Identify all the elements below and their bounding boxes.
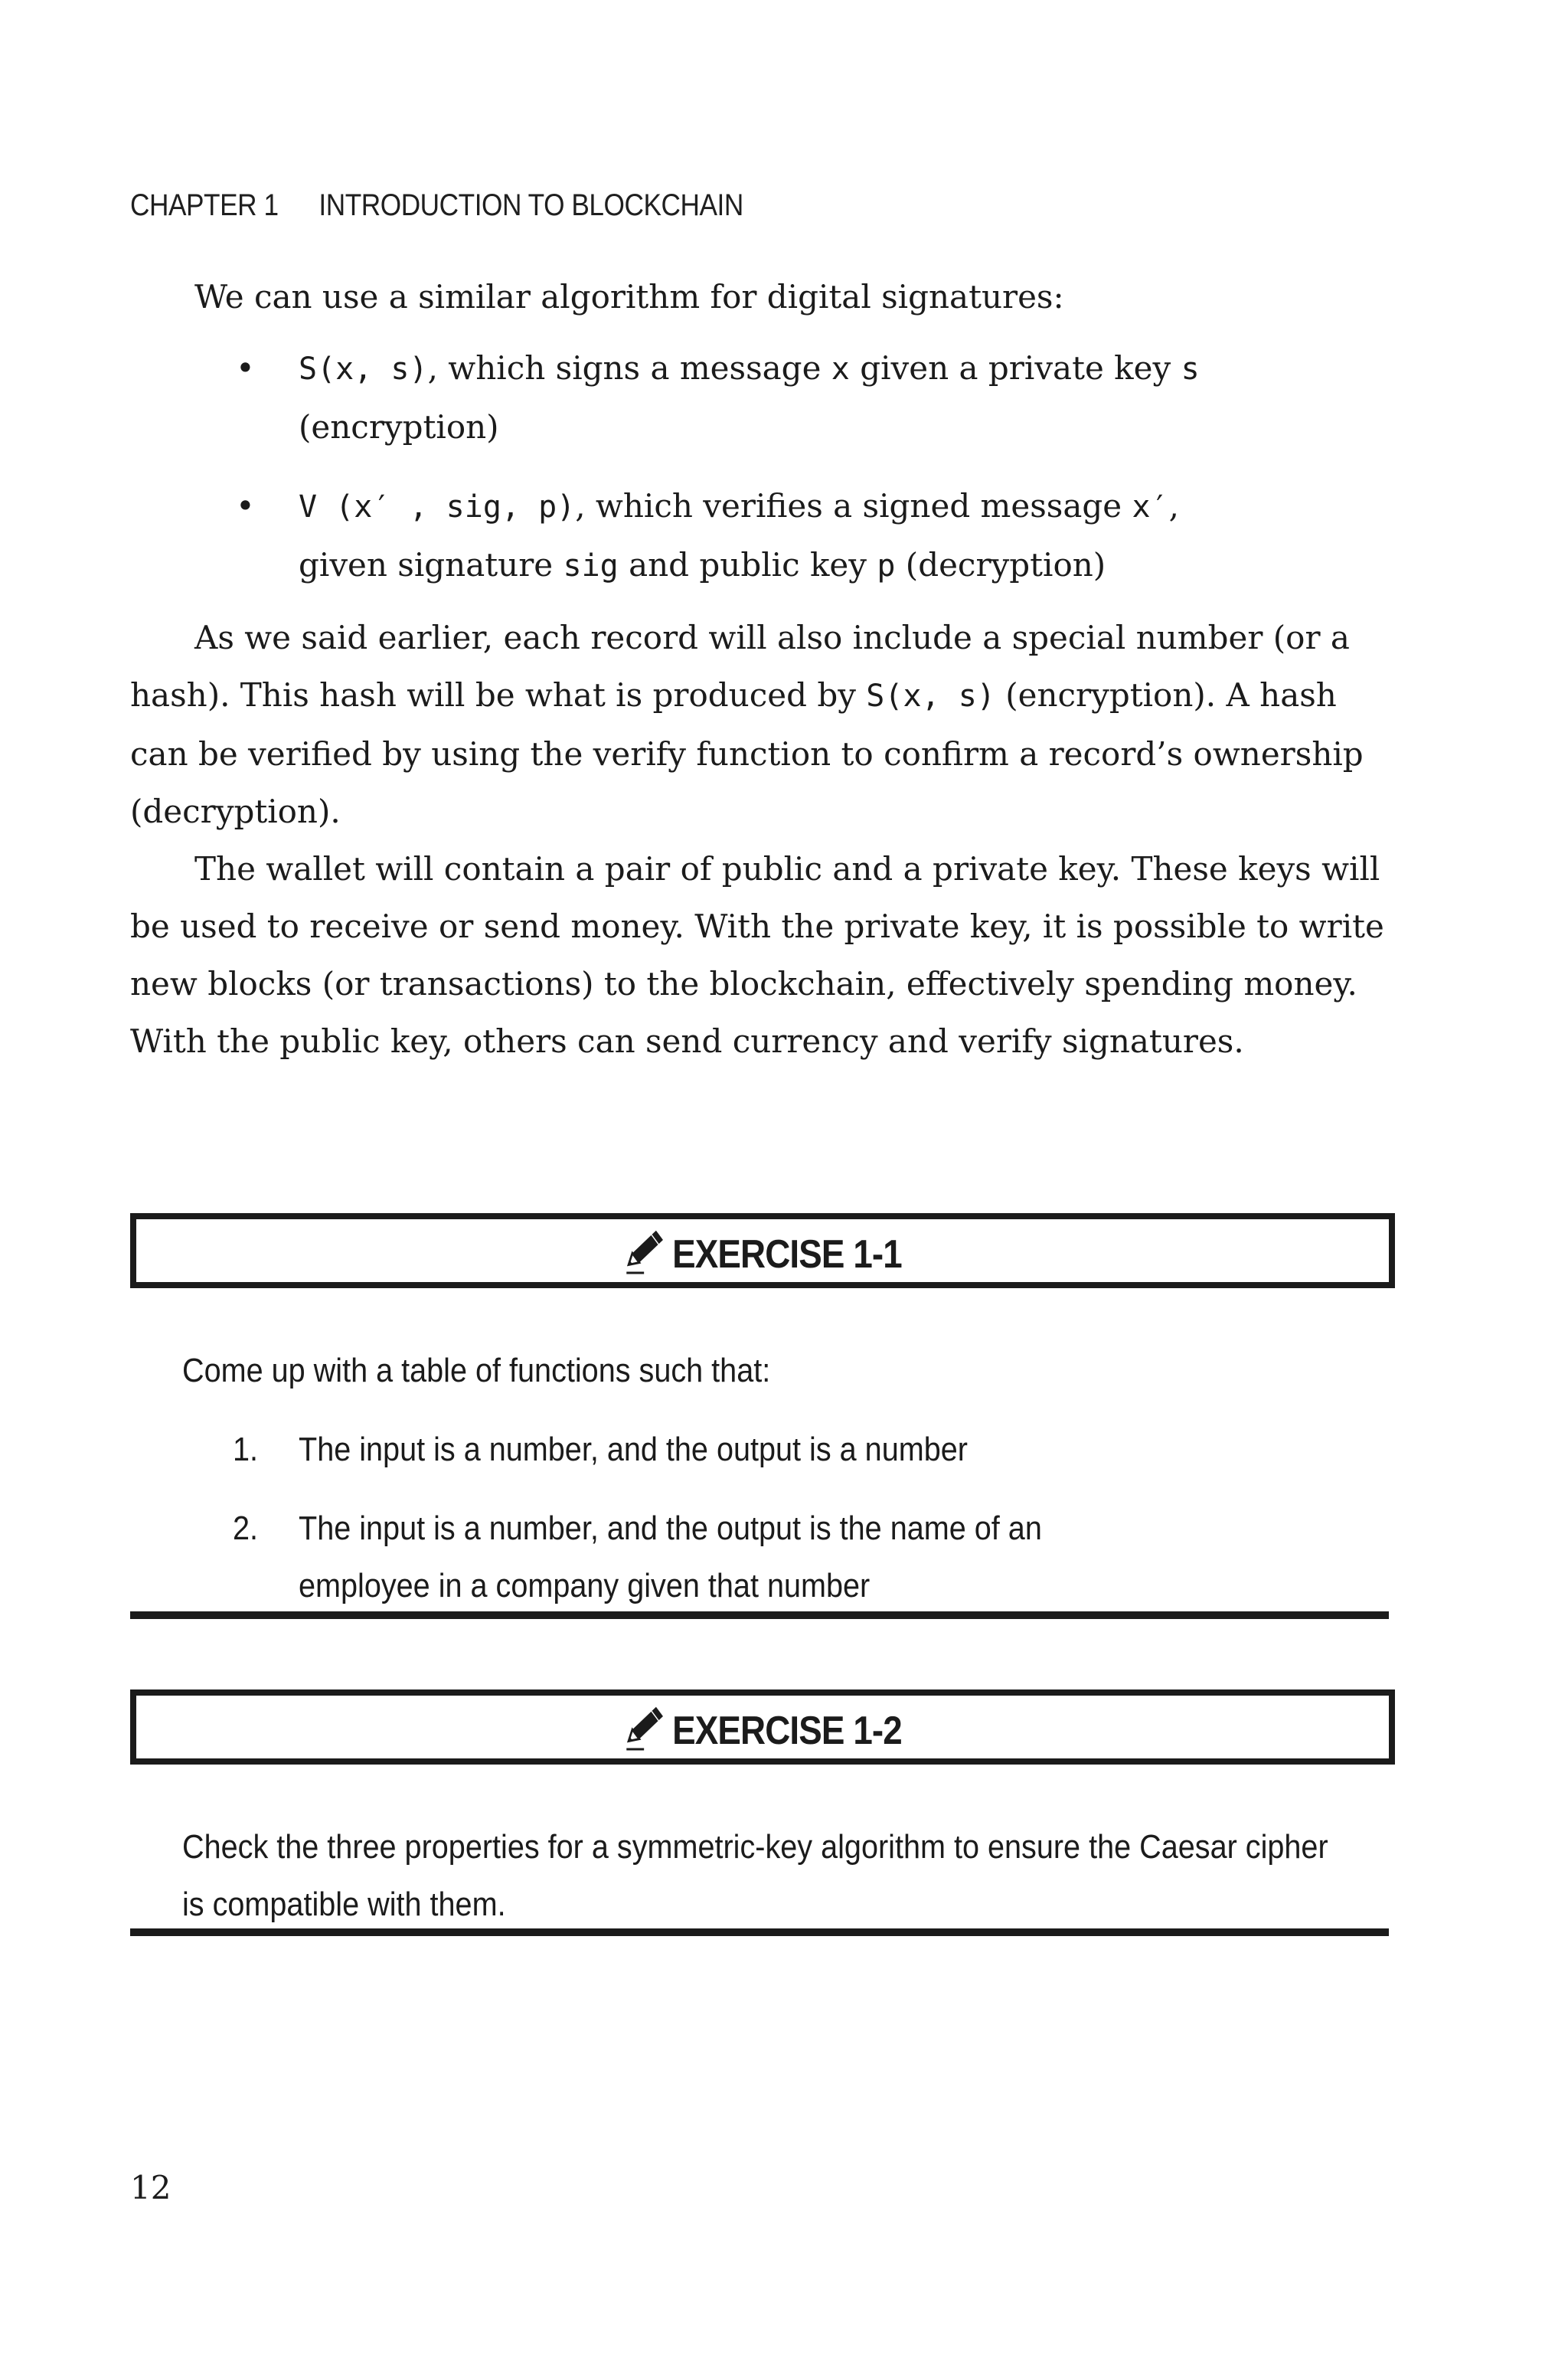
- main-text: [130, 268, 1390, 1070]
- text-fragment: , given signature: [299, 487, 1180, 584]
- code-message: x: [831, 352, 850, 387]
- exercise-1-2-bottom-rule: [130, 1928, 1389, 1936]
- page-number: 12: [130, 2169, 172, 2206]
- list-item: [130, 339, 1390, 456]
- code-sign-function: S(x, s): [866, 679, 995, 714]
- code-public-key: p: [877, 548, 896, 584]
- bullet-dot: •: [236, 349, 255, 387]
- chapter-label: CHAPTER 1: [130, 188, 279, 222]
- list-item-text: [299, 477, 1217, 595]
- exercise-prompt: Come up with a table of functions such that:: [182, 1352, 771, 1389]
- text-fragment: given a private key: [849, 349, 1181, 387]
- list-number: 1.: [233, 1431, 259, 1468]
- exercise-1-1-body: [182, 1342, 1361, 1636]
- list-item: [182, 1421, 1361, 1478]
- chapter-title: INTRODUCTION TO BLOCKCHAIN: [318, 188, 743, 222]
- text-fragment: , which verifies a signed message: [575, 487, 1132, 525]
- hash-paragraph: [130, 609, 1390, 840]
- list-item-text: The input is a number, and the output is the name of an employee in a company given that number: [299, 1510, 1042, 1604]
- exercise-1-2-header: [130, 1689, 1395, 1765]
- pencil-icon: [623, 1224, 668, 1274]
- text-fragment: (encryption): [299, 408, 499, 446]
- list-item-text: The input is a number, and the output is a number: [299, 1431, 968, 1468]
- exercise-title: [623, 1224, 901, 1277]
- bullet-dot: •: [236, 487, 255, 525]
- exercise-list: [182, 1421, 1361, 1614]
- exercise-prompt: Check the three properties for a symmetric-key algorithm to ensure the Caesar cipher is compatible with them.: [182, 1828, 1328, 1923]
- code-signature: sig: [563, 548, 619, 584]
- code-verify-function: V (x′ , sig, p): [299, 489, 576, 525]
- exercise-title: [623, 1700, 901, 1754]
- code-sign-function: S(x, s): [299, 352, 428, 387]
- intro-paragraph: We can use a similar algorithm for digital signatures:: [194, 278, 1064, 316]
- list-item-text: [299, 339, 1217, 456]
- signature-functions-list: [130, 339, 1390, 595]
- running-head: [130, 188, 743, 223]
- list-item: [130, 477, 1390, 595]
- text-fragment: As we said earlier, each record will also include a special number (or a hash). This hash will be what is produced by: [130, 619, 1350, 714]
- text-fragment: and public key: [618, 546, 877, 584]
- exercise-1-1-header: [130, 1213, 1395, 1288]
- exercise-title-text: EXERCISE 1-1: [671, 1232, 902, 1277]
- text-fragment: (encryption). A hash can be verified by using the verify function to confirm a record’s ownership (decryption).: [130, 676, 1364, 830]
- text-fragment: , which signs a message: [427, 349, 831, 387]
- code-private-key: s: [1181, 352, 1200, 387]
- text-fragment: (decryption): [895, 546, 1106, 584]
- wallet-paragraph: The wallet will contain a pair of public and a private key. These keys will be used to receive or send money. With the private key, it is possible to write new blocks (or transactions) to the blockchain, effectively spending money. With the public key, others can send currency and verify signatures.: [130, 850, 1384, 1060]
- code-signed-message: x′: [1132, 489, 1169, 525]
- exercise-title-text: EXERCISE 1-2: [671, 1709, 902, 1753]
- pencil-icon: [623, 1700, 668, 1751]
- exercise-1-2-body: [182, 1818, 1361, 1933]
- list-item: [182, 1500, 1361, 1614]
- exercise-1-1-bottom-rule: [130, 1611, 1389, 1619]
- list-number: 2.: [233, 1510, 259, 1547]
